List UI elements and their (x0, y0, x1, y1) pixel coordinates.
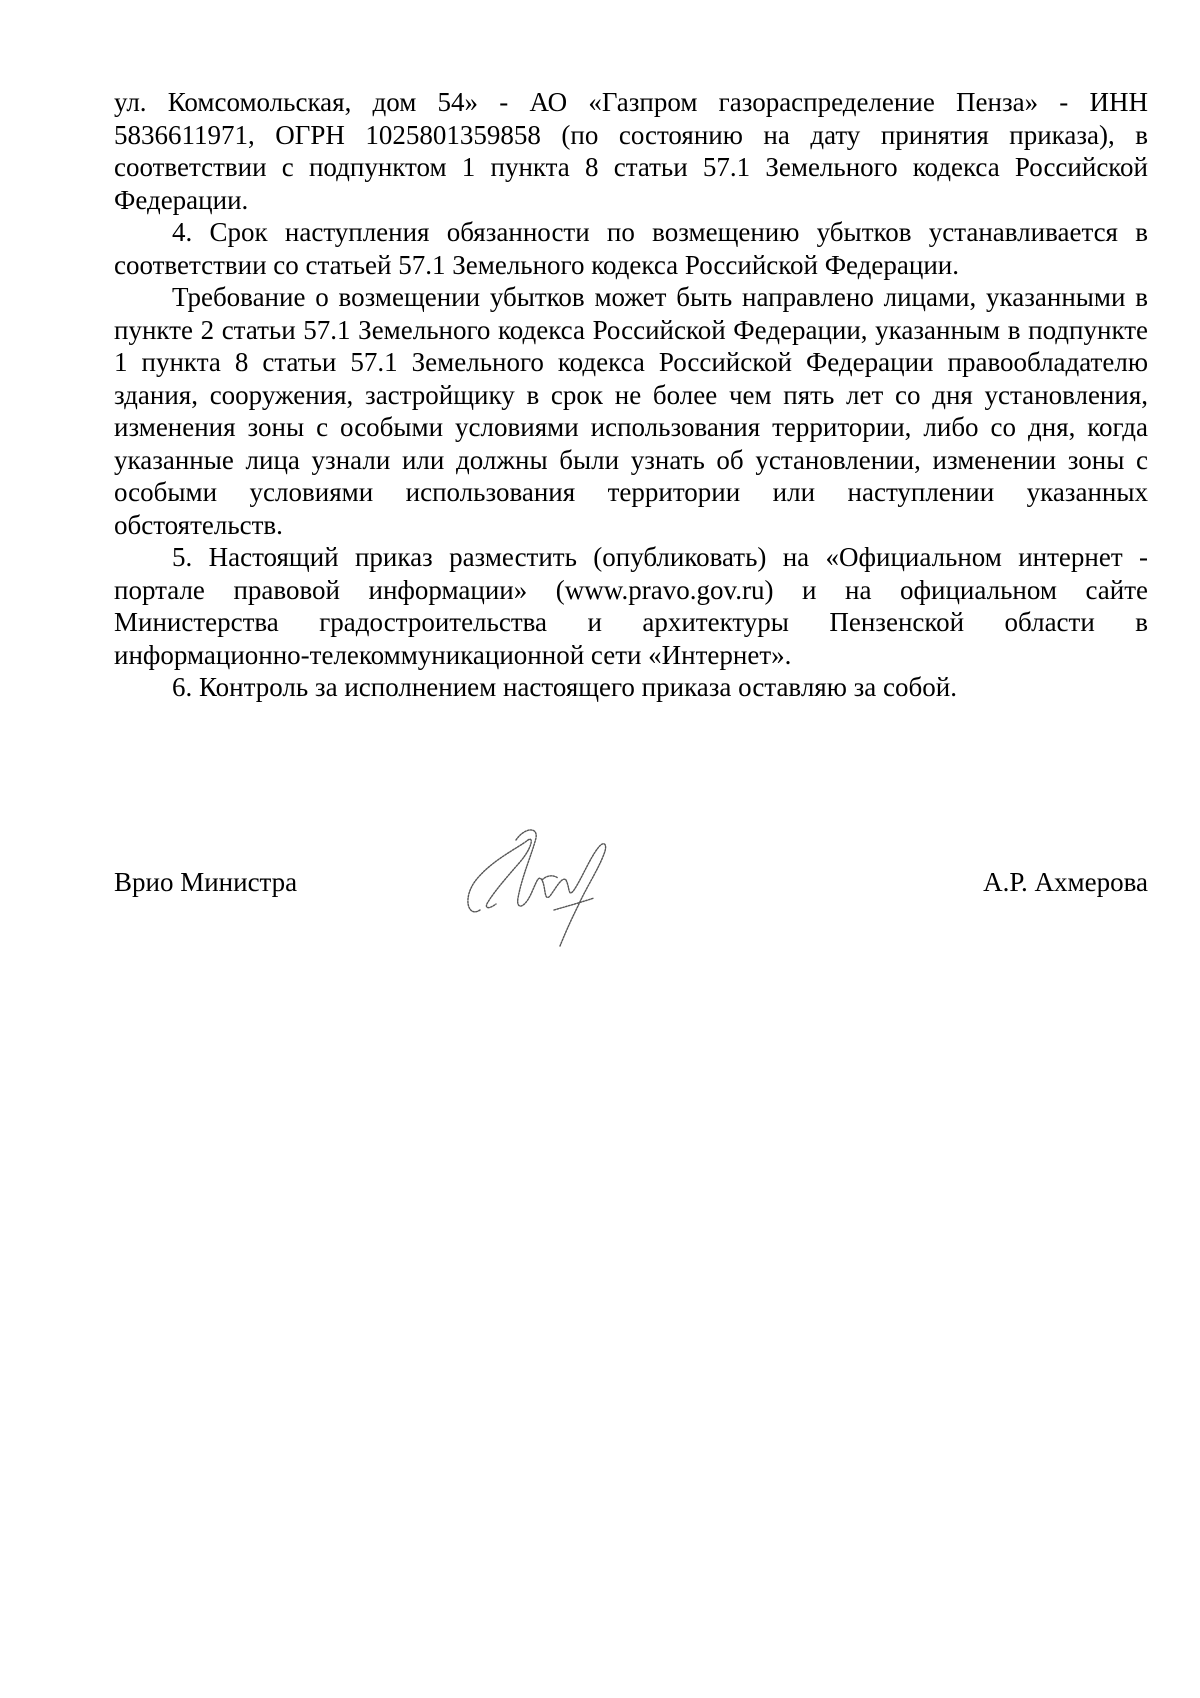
signer-name: А.Р. Ахмерова (983, 867, 1148, 897)
handwritten-signature (458, 818, 638, 948)
paragraph-claim: Требование о возмещении убытков может быть направлено лицами, указанными в пункте 2 статьи 57.1 Земельного кодекса Российской Федерации, указанным в подпункте 1 пункта 8 статьи 57.1 Земельного кодекса Российской Федерации правообладателю здания, сооружения, застройщику в срок не более чем пять лет со дня установления, изменения зоны с особыми условиями использования территории, либо со дня, когда указанные лица узнали или должны были узнать об установлении, изменении зоны с особыми условиями использования территории или наступлении указанных обстоятельств. (114, 282, 1148, 540)
paragraph-continuation: ул. Комсомольская, дом 54» - АО «Газпром газораспределение Пенза» - ИНН 5836611971, ОГРН 1025801359858 (по состоянию на дату принятия приказа), в соответствии с подпунктом 1 пункта 8 статьи 57.1 Земельного кодекса Российской Федерации. (114, 87, 1148, 215)
document-body (114, 86, 1148, 704)
paragraph-item-4: 4. Срок наступления обязанности по возмещению убытков устанавливается в соответствии со статьей 57.1 Земельного кодекса Российской Федерации. (114, 217, 1148, 280)
paragraph-item-5: 5. Настоящий приказ разместить (опубликовать) на «Официальном интернет - портале правовой информации» (www.pravo.gov.ru) и на официальном сайте Министерства градостроительства и архитектуры Пензенской области в информационно-телекоммуникационной сети «Интернет». (114, 542, 1148, 670)
signer-position-title: Врио Министра (114, 867, 298, 897)
paragraph-item-6: 6. Контроль за исполнением настоящего приказа оставляю за собой. (172, 672, 957, 702)
